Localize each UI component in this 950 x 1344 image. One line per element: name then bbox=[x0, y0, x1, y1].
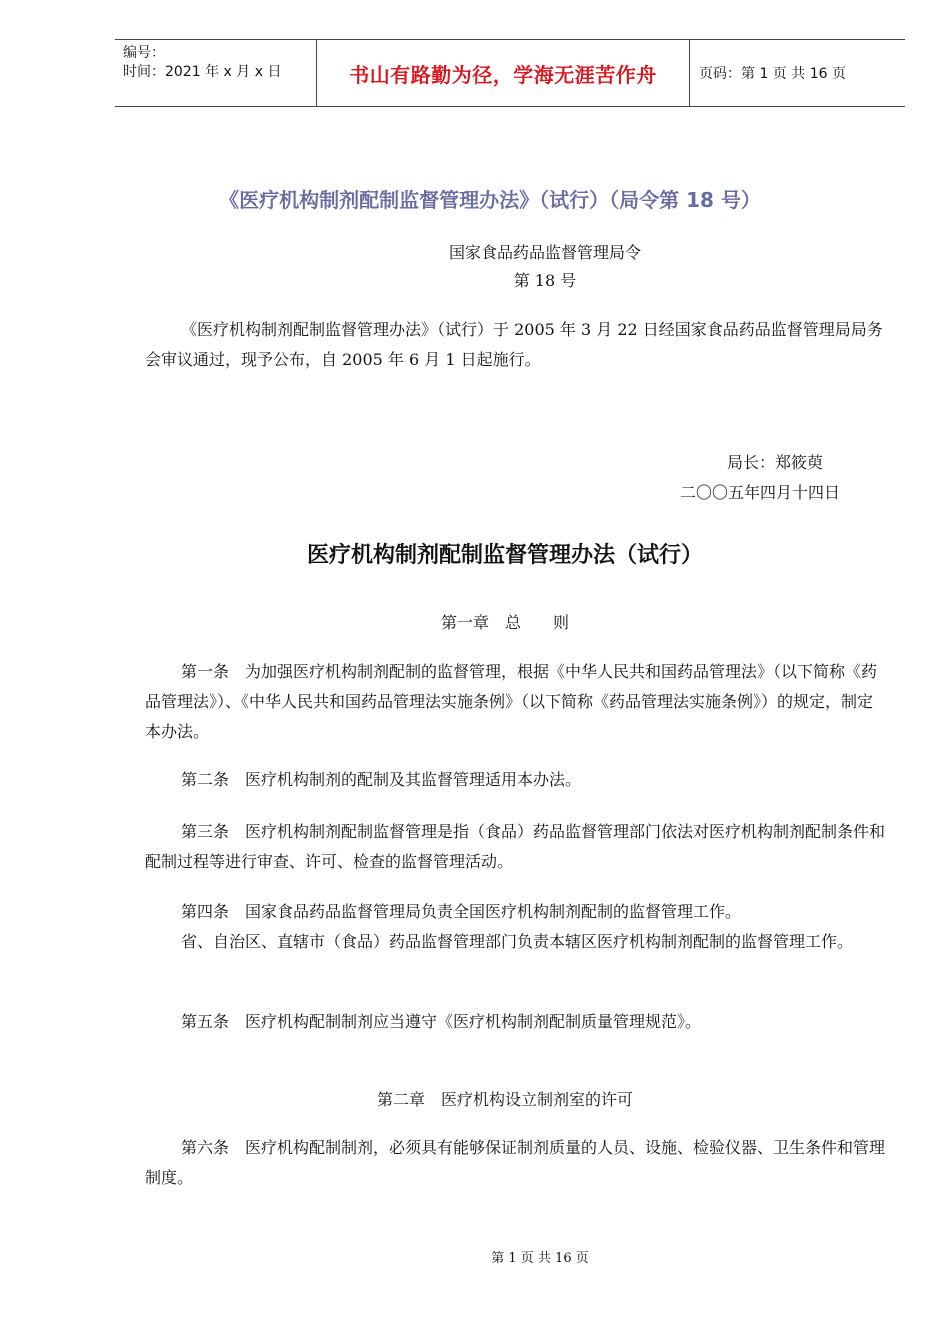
header-motto-cell bbox=[316, 40, 690, 106]
article-6: 第六条 医疗机构配制制剂，必须具有能够保证制剂质量的人员、设施、检验仪器、卫生条件和管理制度。 bbox=[145, 1138, 886, 1187]
page-footer: 第 1 页 共 16 页 bbox=[491, 1251, 589, 1266]
promulgation-paragraph: 《医疗机构制剂配制监督管理办法》（试行）于 2005 年 3 月 22 日经国家食品药品监督管理局局务会审议通过，现予公布，自 2005 年 6 月 1 日起施行。 bbox=[145, 320, 883, 369]
article-2: 第二条 医疗机构制剂的配制及其监督管理适用本办法。 bbox=[181, 770, 582, 789]
article-4-line-1: 第四条 国家食品药品监督管理局负责全国医疗机构制剂配制的监督管理工作。 bbox=[181, 902, 742, 921]
chapter-2-title: 第二章 医疗机构设立制剂室的许可 bbox=[376, 1090, 633, 1109]
page-label: 页码：第 1 页 共 16 页 bbox=[699, 66, 846, 82]
order-number-line: 第 18 号 bbox=[513, 271, 577, 290]
header-page-cell bbox=[690, 40, 905, 106]
chapter-1-title: 第一章 总 则 bbox=[440, 613, 569, 632]
main-title: 医疗机构制剂配制监督管理办法（试行） bbox=[306, 543, 703, 568]
time-label: 时间：2021 年 x 月 x 日 bbox=[123, 64, 282, 80]
issuer-line: 国家食品药品监督管理局令 bbox=[448, 243, 641, 262]
signatory-line: 局长：郑筱萸 bbox=[727, 453, 824, 472]
article-1: 第一条 为加强医疗机构制剂配制的监督管理，根据《中华人民共和国药品管理法》（以下简称《药品管理法》）、《中华人民共和国药品管理法实施条例》（以下简称《药品管理法实施条例》）的规定，制定本办法。 bbox=[145, 662, 878, 741]
header-meta-cell bbox=[115, 40, 316, 106]
article-4-line-2: 省、自治区、直辖市（食品）药品监督管理部门负责本辖区医疗机构制剂配制的监督管理工作。 bbox=[181, 932, 854, 951]
article-3: 第三条 医疗机构制剂配制监督管理是指（食品）药品监督管理部门依法对医疗机构制剂配制条件和配制过程等进行审查、许可、检查的监督管理活动。 bbox=[145, 822, 886, 871]
serial-number-label: 编号： bbox=[123, 45, 165, 61]
header-table bbox=[115, 39, 905, 107]
sign-date-line: 二〇〇五年四月十四日 bbox=[680, 483, 841, 502]
document-title: 《医疗机构制剂配制监督管理办法》（试行）（局令第 18 号） bbox=[219, 188, 761, 212]
article-5: 第五条 医疗机构配制制剂应当遵守《医疗机构制剂配制质量管理规范》。 bbox=[181, 1012, 702, 1031]
motto-text: 书山有路勤为径，学海无涯苦作舟 bbox=[349, 62, 657, 87]
